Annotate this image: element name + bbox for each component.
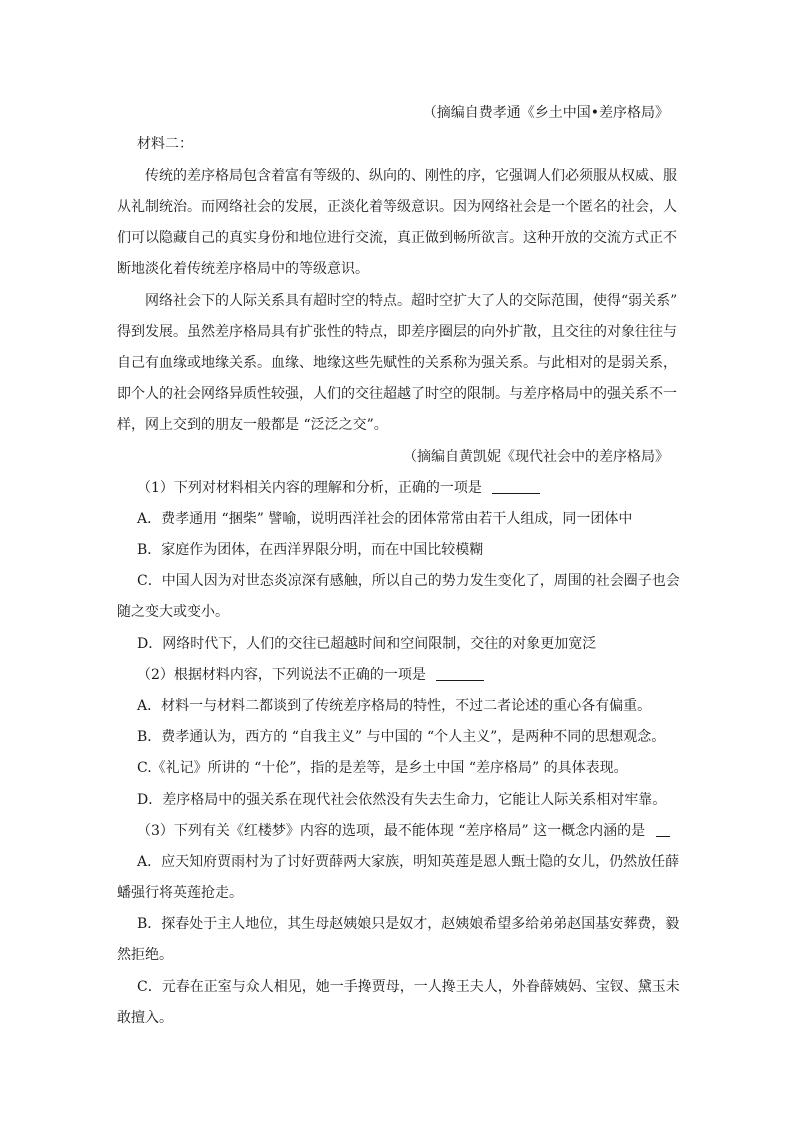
question-3-option-c-line-1: C．元春在正室与众人相见，她一手搀贾母，一人搀王夫人，外眷薛姨妈、宝钗、黛玉未 [137,979,680,995]
paragraph-1-line-3: 们可以隐藏自己的真实身份和地位进行交流，真正做到畅所欲言。这种开放的交流方式正不 [117,230,677,246]
paragraph-2-line-3: 自己有血缘或地缘关系。血缘、地缘这些先赋性的关系称为强关系。与此相对的是弱关系， [117,355,677,371]
question-3-option-b-line-2: 然拒绝。 [117,947,173,963]
question-3-option-a-line-1: A．应天知府贾雨村为了讨好贾薛两大家族，明知英莲是恩人甄士隐的女儿，仍然放任薛 [137,854,680,870]
paragraph-2-line-5: 样，网上交到的朋友一般都是 “泛泛之交”。 [117,417,388,433]
source-citation-2: （摘编自黄凯妮《现代社会中的差序格局》 [403,449,669,465]
question-2-option-a: A．材料一与材料二都谈到了传统差序格局的特性，不过二者论述的重心各有偏重。 [137,698,652,714]
source-citation-1: （摘编自费孝通《乡土中国•差序格局》 [422,105,669,121]
paragraph-1-line-1: 传统的差序格局包含着富有等级的、纵向的、刚性的序，它强调人们必须服从权威、服 [145,168,677,184]
question-3-stem [137,821,697,841]
question-3-option-a-line-2: 蟠强行将英莲抢走。 [117,885,243,901]
question-1-stem-text: （1）下列对材料相关内容的理解和分析，正确的一项是 [137,480,482,496]
question-2-option-b: B．费孝通认为，西方的 “自我主义” 与中国的 “个人主义”，是两种不同的思想观念。 [137,729,666,745]
material-2-heading: 材料二： [137,136,193,152]
question-1-answer-blank[interactable] [492,479,540,494]
question-1-stem [137,478,697,498]
question-1-option-d: D．网络时代下，人们的交往已超越时间和空间限制，交往的对象更加宽泛 [137,636,597,652]
question-3-option-b-line-1: B．探春处于主人地位，其生母赵姨娘只是奴才，赵姨娘希望多给弟弟赵国基安葬费，毅 [137,916,680,932]
question-2-answer-blank[interactable] [436,666,484,681]
paragraph-2-line-2: 得到发展。虽然差序格局具有扩张性的特点，即差序圈层的向外扩散，且交往的对象往往与 [117,324,677,340]
question-1-option-a: A．费孝通用 “捆柴” 譬喻，说明西洋社会的团体常常由若干人组成，同一团体中 [137,511,633,527]
question-2-option-d: D．差序格局中的强关系在现代社会依然没有失去生命力，它能让人际关系相对牢靠。 [137,792,667,808]
paragraph-2-line-4: 即个人的社会网络异质性较强，人们的交往超越了时空的限制。与差序格局中的强关系不一 [117,386,677,402]
paragraph-2-line-1: 网络社会下的人际关系具有超时空的特点。超时空扩大了人的交际范围，使得“弱关系” [145,293,678,309]
question-2-stem [137,665,697,685]
question-1-option-b: B．家庭作为团体，在西洋界限分明，而在中国比较模糊 [137,542,484,558]
question-1-option-c-line-2: 随之变大或变小。 [117,604,229,620]
question-2-stem-text: （2）根据材料内容，下列说法不正确的一项是 [137,667,426,683]
paragraph-1-line-4: 断地淡化着传统差序格局中的等级意识。 [117,261,369,277]
question-3-answer-blank[interactable] [656,822,670,837]
question-3-stem-text: （3）下列有关《红楼梦》内容的选项，最不能体现 “差序格局” 这一概念内涵的是 [137,823,646,839]
question-1-option-c-line-1: C．中国人因为对世态炎凉深有感触，所以自己的势力发生变化了，周围的社会圈子也会 [137,573,680,589]
question-2-option-c: C.《礼记》所讲的 “十伦”，指的是差等，是乡土中国 “差序格局” 的具体表现。 [137,760,628,776]
paragraph-1-line-2: 从礼制统治。而网络社会的发展，正淡化着等级意识。因为网络社会是一个匿名的社会，人 [117,199,677,215]
question-3-option-c-line-2: 敢擅入。 [117,1010,173,1026]
